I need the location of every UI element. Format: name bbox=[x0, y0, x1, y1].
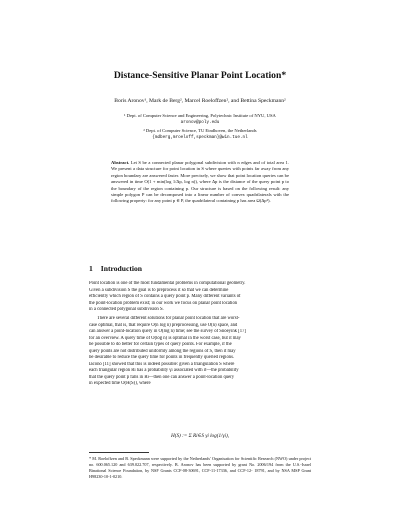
section-number: 1 bbox=[89, 264, 93, 273]
paragraph-line: for an overview. A query time of O(log n) is optimal in the worst case, but it may bbox=[89, 335, 241, 341]
abstract-line: has area Ω(Δp²). bbox=[240, 198, 271, 204]
paragraph-line: that the query point p falls in Ri—then one can answer a point-location query bbox=[89, 374, 235, 380]
abstract-line: be decomposed into a linear number of convex quadrilaterals with the bbox=[154, 192, 290, 198]
entropy-equation: H(S) := Σ Ri∈S γi log(1/γi), bbox=[170, 433, 230, 439]
abstract-line: Let S be a connected planar polygonal subdivision with n bbox=[130, 160, 240, 165]
abstract-line: following property: for any point p ∈ P, the quadrilateral containing p bbox=[111, 198, 240, 204]
author-list: Boris Aronov¹, Mark de Berg², Marcel Roeloffzen², and Bettina Speckmann² bbox=[114, 98, 286, 104]
affiliation-2-email: {mdberg,mroeloff,speckman}@win.tue.nl bbox=[152, 135, 248, 140]
paper-title: Distance-Sensitive Planar Point Location* bbox=[113, 70, 287, 81]
intro-paragraph-1 bbox=[89, 281, 311, 314]
abstract-line: in S where queries with points far away from any region boundary are bbox=[111, 166, 290, 178]
section-heading bbox=[89, 264, 142, 273]
paragraph-line: efficiently which region of S contains a query point p. Many different variants of bbox=[89, 294, 241, 300]
affiliation-2: ² Dept. of Computer Science, TU Eindhoven, the Netherlands bbox=[143, 128, 257, 133]
paragraph-line: in expected time O(H(S)), where bbox=[89, 381, 151, 387]
paragraph-line: be desirable to reduce the query time for points in frequently queried regions. bbox=[89, 355, 235, 361]
paragraph-line: There are several different solutions for planar point location that are worst- bbox=[97, 316, 240, 321]
paragraph-line: query points are not distributed uniformly among the regions of S, then it may bbox=[89, 348, 236, 354]
abstract-line: edges and of total area 1. We present a data structure for point location bbox=[111, 160, 289, 172]
abstract-line: be answered in time O(1 + min(log 1/Δp, log n)), where Δp is the distance bbox=[111, 172, 289, 185]
paragraph-line: can answer a point-location query in O(log n) time; see the survey of Snoeyink [17] bbox=[89, 329, 246, 335]
footnote-line: Scientific Research (NWO) under project no. 600.065.120 and 639.022.707, respectively. bbox=[89, 456, 311, 467]
abstract-line: answered faster. More precisely, we show that point location queries can bbox=[149, 172, 284, 178]
paragraph-line: be possible to do better for certain types of query points. For example, if the bbox=[89, 342, 232, 348]
paragraph-line: Given a subdivision S the goal is to preprocess it so that we can determine bbox=[89, 287, 229, 293]
footnote bbox=[89, 456, 311, 480]
intro-paragraph-2 bbox=[89, 316, 311, 388]
paragraph-line: the point-location problem exist; in our work we focus on planar point location bbox=[89, 300, 238, 306]
section-title: Introduction bbox=[100, 264, 143, 273]
abstract-line: of the query point p to the boundary of the region containing p. Our bbox=[111, 179, 289, 191]
footnote-line: 18791, and by NSA MSP Grant H98230-10-1-0210. bbox=[89, 468, 312, 479]
abstract bbox=[111, 160, 289, 205]
paragraph-line: Point location is one of the most fundamental problems in computational geometry. bbox=[89, 281, 246, 286]
paragraph-line: Iacono [11] showed that this is indeed possible: given a triangulation S where bbox=[89, 361, 235, 367]
footnote-rule bbox=[89, 452, 149, 453]
footnote-line: B. Aronov has been supported by grant No. 2006/194 from the U.S.-Israel Binational bbox=[89, 462, 311, 473]
affiliation-1-email: aronov@poly.edu bbox=[180, 120, 220, 125]
paragraph-line: each triangular region Ri has a probability γi associated with it—the probability bbox=[89, 368, 239, 374]
affiliation-1: ¹ Dept. of Computer Science and Engineering, Polytechnic Institute of NYU, USA bbox=[124, 113, 276, 118]
footnote-line: Science Foundation, by NSF Grants CCF-08-30691, CCF-11-17336, and CCF-12- bbox=[108, 468, 253, 473]
abstract-line: structure is based on the following result: any simple polygon P can bbox=[111, 185, 289, 198]
footnote-line: * M. Roeloffzen and B. Speckmann were supported by the Netherlands' Organisation for bbox=[89, 456, 240, 461]
paragraph-line: case optimal, that is, that require O(n log n) preprocessing, use O(n) space, and bbox=[89, 322, 238, 328]
abstract-label: Abstract. bbox=[111, 160, 130, 165]
paragraph-line: in a connected polygonal subdivision S. bbox=[89, 307, 164, 313]
